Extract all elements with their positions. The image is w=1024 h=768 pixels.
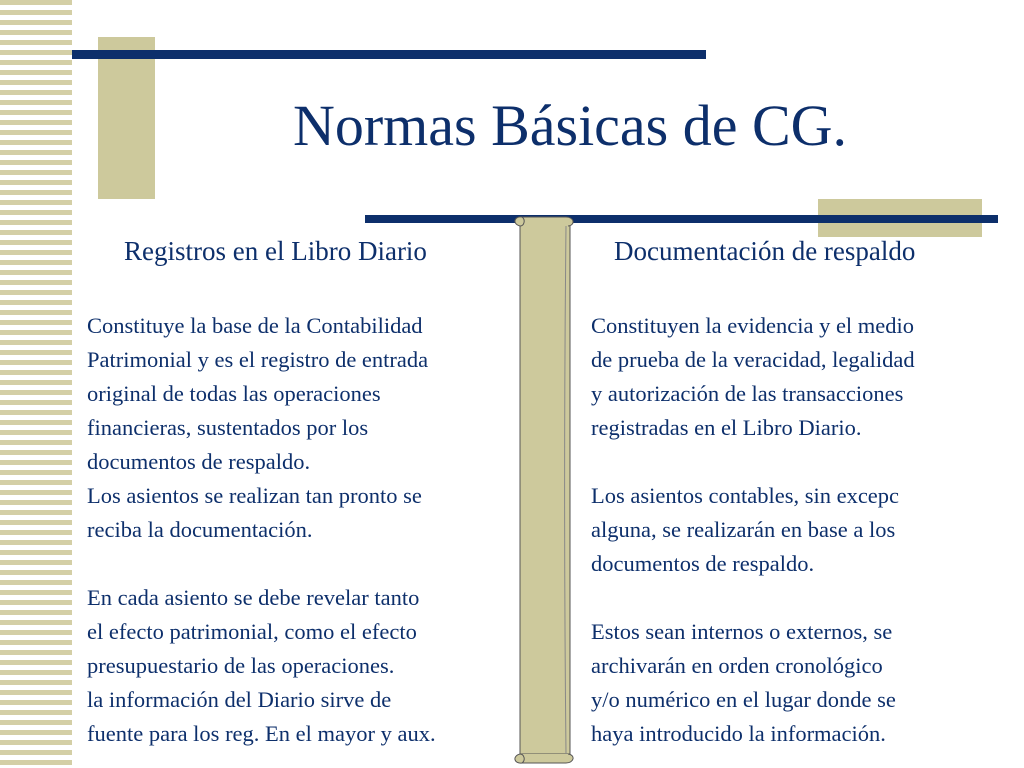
text-line: Los asientos contables, sin excepc	[591, 483, 900, 508]
text-line: Constituye la base de la Contabilidad	[87, 313, 423, 338]
text-line: documentos de respaldo.	[591, 551, 815, 576]
text-line: y autorización de las transacciones	[591, 381, 904, 406]
text-line: original de todas las operaciones	[87, 381, 381, 406]
text-line: alguna, se realizarán en base a los	[591, 517, 896, 542]
left-column-body	[87, 309, 436, 751]
text-line: financieras, sustentados por los	[87, 415, 369, 440]
slide-title: Normas Básicas de CG.	[292, 93, 848, 158]
text-line: Patrimonial y es el registro de entrada	[87, 347, 429, 372]
text-line: presupuestario de las operaciones.	[87, 653, 395, 678]
text-line: fuente para los reg. En el mayor y aux.	[87, 721, 436, 746]
scroll-divider	[508, 214, 580, 766]
paragraph-gap	[591, 445, 915, 479]
text-line: Estos sean internos o externos, se	[591, 619, 893, 644]
text-line: archivarán en orden cronológico	[591, 653, 883, 678]
text-line: la información del Diario sirve de	[87, 687, 392, 712]
text-line: documentos de respaldo.	[87, 449, 311, 474]
text-line: y/o numérico en el lugar donde se	[591, 687, 896, 712]
paragraph-gap	[87, 547, 436, 581]
decorative-stripes	[0, 0, 72, 768]
decorative-block-left	[98, 37, 155, 199]
text-line: En cada asiento se debe revelar tanto	[87, 585, 420, 610]
paragraph-gap	[591, 581, 915, 615]
right-column-body	[591, 309, 915, 751]
text-line: reciba la documentación.	[87, 517, 313, 542]
text-line: el efecto patrimonial, como el efecto	[87, 619, 417, 644]
text-line: Constituyen la evidencia y el medio	[591, 313, 915, 338]
decorative-bar-top	[72, 50, 706, 59]
right-column-heading: Documentación de respaldo	[614, 236, 916, 266]
text-line: haya introducido la información.	[591, 721, 886, 746]
text-line: de prueba de la veracidad, legalidad	[591, 347, 915, 372]
text-line: registradas en el Libro Diario.	[591, 415, 862, 440]
decorative-bar-mid	[365, 215, 998, 223]
text-line: Los asientos se realizan tan pronto se	[87, 483, 422, 508]
left-column-heading: Registros en el Libro Diario	[124, 236, 427, 266]
